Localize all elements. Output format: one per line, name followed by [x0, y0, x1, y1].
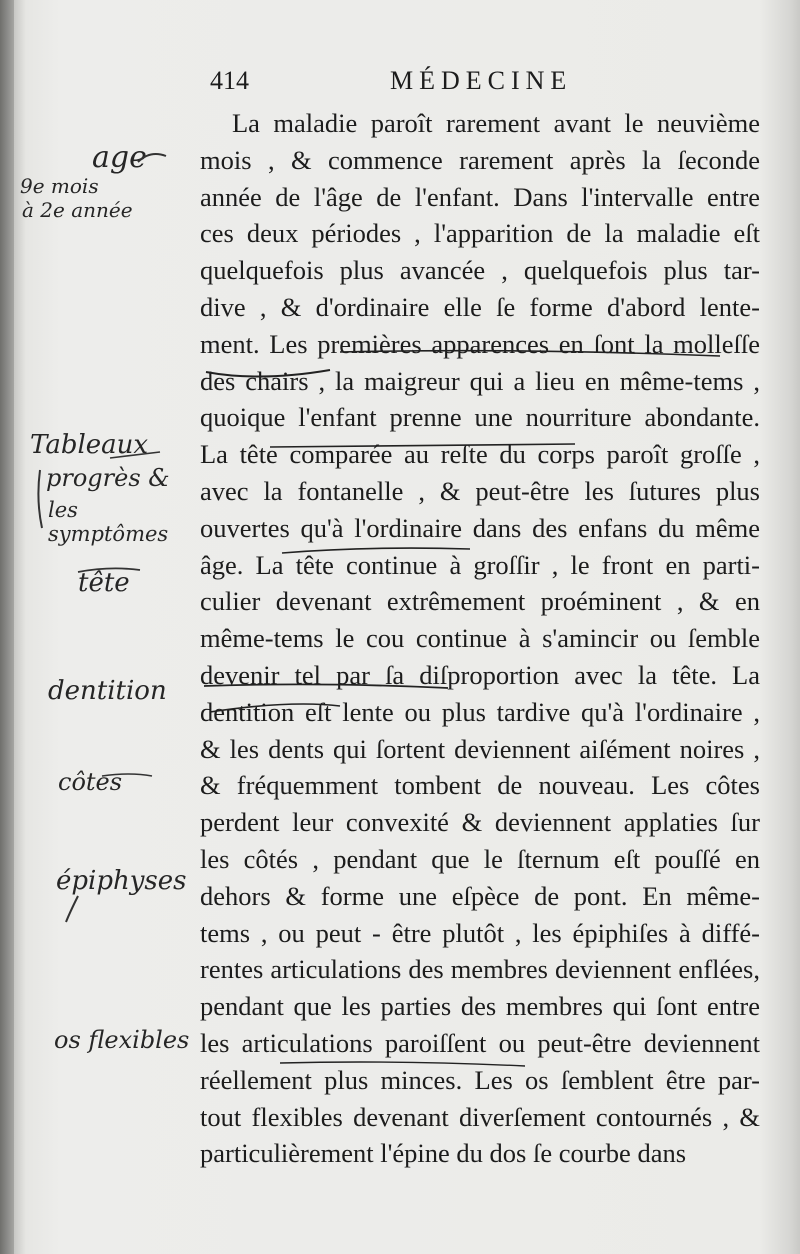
pen-stroke [102, 774, 152, 776]
text-line: & fréquemment tombent de nouveau. Les côtes [200, 770, 760, 801]
text-line: même-tems le cou continue à s'amincir ou ſemble [200, 623, 760, 654]
text-line: ment. Les premières apparences en ſont la molleſſe [200, 328, 760, 359]
marginal-note-tete: tête [78, 568, 130, 598]
text-line: rentes articulations des membres deviennent enflées, [200, 954, 760, 985]
text-line: des chairs , la maigreur qui a lieu en même-tems , [200, 365, 760, 396]
pen-stroke [38, 470, 42, 528]
text-line: dehors & forme une eſpèce de pont. En même- [200, 880, 760, 911]
marginal-note-age-3: à 2e année [22, 198, 133, 222]
text-line: particulièrement l'épine du dos ſe courbe dans [200, 1138, 687, 1169]
text-line: tout flexibles devenant diverſement contournés , & [200, 1101, 760, 1132]
text-line: culier devenant extrêmement proéminent , & en [200, 586, 760, 617]
text-line: année de l'âge de l'enfant. Dans l'intervalle entre [200, 181, 760, 212]
text-line: La maladie paroît rarement avant le neuvième [232, 108, 760, 138]
underline-mark [270, 444, 575, 447]
text-line: réellement plus minces. Les os ſemblent être par- [200, 1064, 760, 1095]
marginal-note-age-2: 9e mois [20, 174, 99, 198]
text-line: perdent leur convexité & deviennent applaties ſur [200, 807, 760, 838]
text-line: ouvertes qu'à l'ordinaire dans des enfans du même [200, 512, 760, 543]
pen-stroke [66, 896, 78, 922]
marginal-note-cotes: côtes [58, 768, 123, 796]
text-line: & les dents qui ſortent deviennent aiſément noires , [200, 733, 760, 764]
text-line: tems , ou peut - être plutôt , les épiphiſes à diffé- [200, 917, 760, 948]
running-head: MÉDECINE [390, 66, 573, 95]
marginal-pen-strokes [0, 0, 200, 1254]
underline-mark [206, 370, 330, 377]
underline-mark [210, 704, 340, 712]
underline-mark [282, 548, 470, 553]
page-number: 414 [210, 66, 249, 95]
text-line: dentition eſt lente ou plus tardive qu'à l'ordinaire , [200, 696, 760, 727]
text-line: pendant que les parties des membres qui ſont entre [200, 991, 760, 1022]
underline-mark [280, 1062, 525, 1066]
marginal-note-symptoms-3: les symptômes [48, 498, 169, 546]
marginal-note-age: age [92, 140, 147, 175]
text-line: âge. La tête continue à groſſir , le front en parti- [200, 549, 760, 580]
text-line: devenir tel par ſa diſproportion avec la tête. La [200, 659, 760, 690]
text-line: quelquefois plus avancée , quelquefois plus tar- [200, 255, 760, 286]
marginal-note-dentition: dentition [48, 676, 167, 706]
pen-stroke [138, 154, 166, 162]
marginalia [0, 0, 200, 1254]
text-line: les côtés , pendant que le ſternum eſt pouſſé en [200, 843, 760, 874]
pen-stroke [110, 452, 160, 458]
text-line: mois , & commence rarement après la ſeconde [200, 144, 760, 175]
text-line: les articulations paroiſſent ou peut-être deviennent [200, 1027, 760, 1058]
text-line: dive , & d'ordinaire elle ſe forme d'abord lente- [200, 291, 760, 322]
marginal-note-os-flexibles: os flexibles [54, 1026, 190, 1054]
underline-mark [340, 351, 720, 356]
marginal-note-symptoms-2: progrès & [46, 464, 170, 492]
underline-mark [204, 684, 448, 688]
marginal-note-symptoms-1: Tableaux [30, 430, 149, 460]
text-line: La tête comparée au reſte du corps paroît groſſe , [200, 439, 760, 470]
text-line: avec la fontanelle , & peut-être les ſutures plus [200, 475, 760, 506]
text-line: ces deux périodes , l'apparition de la maladie eſt [200, 218, 760, 249]
pen-stroke [78, 568, 140, 572]
text-line: quoique l'enfant prenne une nourriture abondante. [200, 402, 760, 433]
marginal-note-epiphyses: épiphyses [56, 866, 187, 896]
